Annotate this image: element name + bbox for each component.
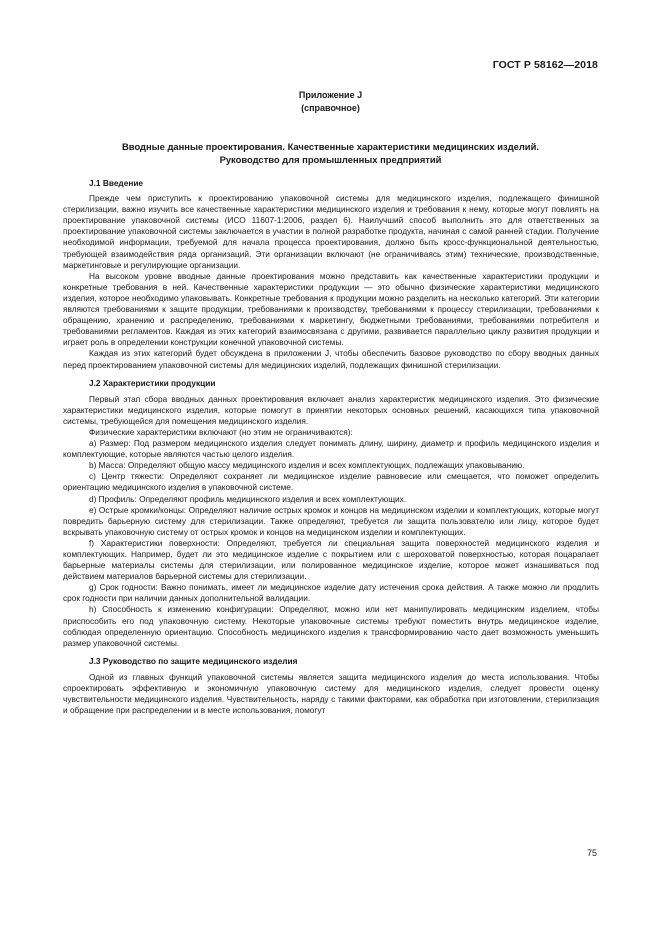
list-item: f) Характеристики поверхности: Определяют, требуется ли специальная защита поверхностей медицинского изделия и комплектующих. Например, будет ли это медицинское изделие с покрытием или с шероховатой поверхностью, которая поцарапает барьерные материалы системы для стерилизации, или полированное медицинское изделие, которое может изнашиваться под действием материалов барьерной системы для стерилизации. — [63, 537, 599, 582]
paragraph: Физические характеристики включают (но этим не ограничиваются): — [89, 426, 353, 437]
paragraph: На высоком уровне вводные данные проектирования можно представить как качественные характеристики продукции и конкретные требования в ней. Качественные характеристики продукции — это обычно физические характеристики медицинского изделия, которое необходимо упаковывать. Конкретные требования к продукции можно разделить на несколько категорий. Эти категории являются требованиями к защите продукции, требованиями к производству, требованиями к процессу стерилизации, требованиями к обращению, хранению и распределению, требованиями к маркетингу, бюджетными требованиями, требованиями потребителя и требованиями регламентов. Каждая из этих категорий взаимосвязана с другими, развивается параллельно циклу развития продукции и играет роль в определении конструкции конечной упаковочной системы. — [63, 270, 599, 348]
section-heading-j2: J.2 Характеристики продукции — [89, 377, 216, 388]
section-heading-j1: J.1 Введение — [89, 178, 144, 188]
list-item: e) Острые кромки/концы: Определяют наличие острых кромок и концов на медицинском изделии и комплектующих, которые могут повредить барьерную систему для стерилизации. Также определяют, требуется ли защита пользователю или лицу, которое будет вскрывать упаковочную систему от острых кромок и концов на медицинском изделии и комплектующих. — [63, 504, 599, 537]
list-item: d) Профиль: Определяют профиль медицинского изделия и всех комплектующих. — [89, 493, 407, 504]
appendix-heading — [0, 89, 661, 114]
list-item: c) Центр тяжести: Определяют сохраняет ли медицинское изделие равновесие или смещается, что поможет определить ориентацию медицинского изделия в упаковочной системе. — [63, 471, 599, 493]
section-heading-j3: J.3 Руководство по защите медицинского изделия — [89, 655, 298, 666]
standard-number: ГОСТ Р 58162—2018 — [492, 59, 598, 71]
paragraph: Одной из главных функций упаковочной системы является защита медицинского изделия до места использования. Чтобы спроектировать эффективную и экономичную упаковочную систему для медицинского изделия, следует провести оценку чувствительности медицинского изделия. Чувствительность, наряду с такими факторами, как обработка при изготовлении, стерилизация и обращение при распределении и в месте использования, помогут — [63, 671, 599, 716]
main-title-line-1: Вводные данные проектирования. Качественные характеристики медицинских изделий. — [122, 141, 539, 152]
document-body — [63, 178, 599, 716]
page-number: 75 — [586, 848, 597, 858]
paragraph: Прежде чем приступить к проектированию упаковочной системы для медицинского изделия, подлежащего финишной стерилизации, важно изучить все качественные характеристики медицинского изделия и требования к нему, которые могут повлиять на проектирование упаковочной системы (ИСО 11607-1:2006, раздел 6). Наилучший способ выполнить это для ответственных за проектирование упаковочной системы заключается в участии в полной разработке продукта, начиная с самой ранней стадии. Получение необходимой информации, требуемой для начала процесса проектирования, должно быть кросс-функциональной деятельностью, требующей взаимодействия ряда организаций. Эти организации включают (не ограничиваясь этим) технические, производственные, маркетинговые и регулирующие организации. — [63, 193, 599, 270]
list-item: g) Срок годности: Важно понимать, имеет ли медицинское изделие дату истечения срока действия. А также можно ли продлить срок годности при наличии данных дополнительной валидации. — [63, 582, 599, 604]
main-title-line-2: Руководство для промышленных предприятий — [219, 153, 442, 165]
main-title — [63, 141, 598, 167]
list-item: a) Размер: Под размером медицинского изделия следует понимать длину, ширину, диаметр и профиль медицинского изделия и комплектующие, которые являются частью целого изделия. — [63, 438, 599, 460]
list-item: h) Способность к изменению конфигурации: Определяют, можно или нет манипулировать медицинским изделием, чтобы приспособить его под упаковочную систему. Некоторые упаковочные системы требуют поместить внутрь медицинское изделие, соблюдая определенную ориентацию. Способность медицинского изделия к трансформированию часто дает возможность уменьшить размер упаковочной системы. — [63, 604, 599, 648]
paragraph: Первый этап сбора вводных данных проектирования включает анализ характеристик медицинского изделия. Это физические характеристики медицинского изделия, которые помогут в принятии некоторых основных решений, касающихся типа упаковочной системы, требующейся для помещения медицинского изделия. — [63, 393, 599, 426]
paragraph: Каждая из этих категорий будет обсуждена в приложении J, чтобы обеспечить базовое руководство по сбору вводных данных перед проектированием упаковочной системы для медицинских изделий, подлежащих финишной стерилизации. — [63, 348, 599, 370]
list-item: b) Масса: Определяют общую массу медицинского изделия и всех комплектующих, подлежащих упаковыванию. — [89, 460, 525, 471]
appendix-title: Приложение J — [298, 90, 363, 100]
appendix-subtitle: (справочное) — [301, 102, 360, 113]
